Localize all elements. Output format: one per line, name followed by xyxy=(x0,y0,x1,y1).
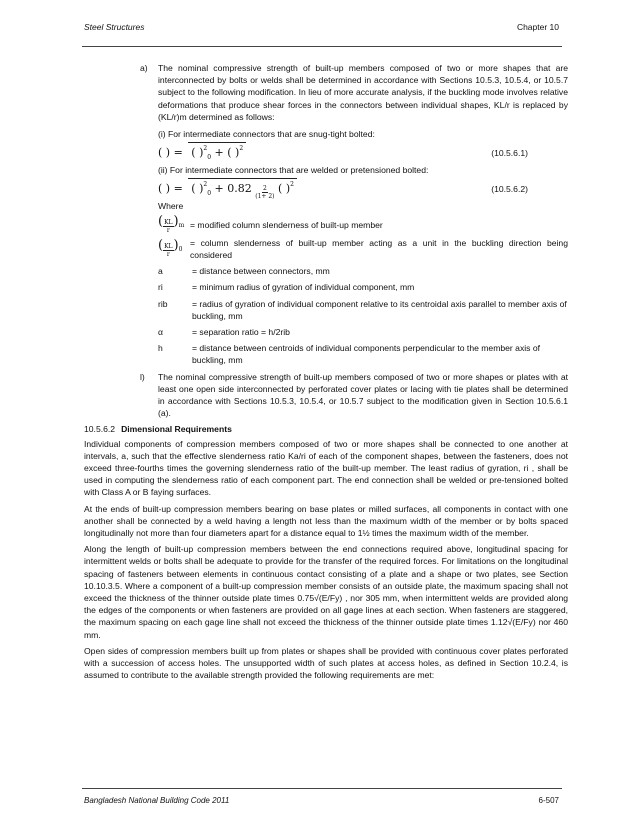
equation-2 xyxy=(158,178,568,200)
definition-0 xyxy=(158,237,568,261)
variable-row: rib = radius of gyration of individual component relative to its centroidal axis parallel to member axis of buckling, mm xyxy=(158,298,567,321)
body-paragraph: At the ends of built-up compression members bearing on base plates or milled surfaces, all components in contact with one another shall be connected by a weld having a length not less than the maximum width of the member or by bolts spaced longitudinally not more than four diameters apart for a distance equal to 1½ times the maximum width of the member. xyxy=(84,503,568,538)
header-title: Steel Structures xyxy=(84,22,145,32)
variable-row: a = distance between connectors, mm xyxy=(158,266,330,277)
list-item-a xyxy=(84,62,568,367)
section-title: Dimensional Requirements xyxy=(121,424,232,435)
equation-1-formula: ( ) = ( )$^2_0$ + ( )$^2$ xyxy=(158,142,246,164)
item-text: The nominal compressive strength of built-up members composed of two or more shapes that are interconnected by bolts or welds shall be determined in accordance with Sections 10.5.3, 10.5.4, or 10.5.7 subject to the following modification. In lieu of more accurate analysis, if the buckling mode involves relative deformations that produce shear forces in the connectors between individual shapes, KL/r is replaced by (KL/r)m determined as follows: xyxy=(158,63,568,122)
case-ii-text: (ii) For intermediate connectors that are welded or pretensioned bolted: xyxy=(158,165,429,176)
variable-row: h = distance between centroids of individual components perpendicular to the member axis of buckling, mm xyxy=(158,343,541,366)
footer-title: Bangladesh National Building Code 2011 xyxy=(84,796,230,805)
section-number: 10.5.6.2 xyxy=(84,424,116,435)
item-text: The nominal compressive strength of built-up members composed of two or more shapes or plates with at least one open side interconnected by perforated cover plates or lacing with tie plates shall be determined in accordance with Sections 10.5.3, 10.5.4, or 10.5.7 subject to the modification given in Section 10.5.6.1 (a). xyxy=(158,371,568,419)
page-body xyxy=(84,62,568,685)
where-label: Where xyxy=(158,201,184,212)
header-chapter: Chapter 10 xyxy=(516,22,559,32)
variable-row: ri = minimum radius of gyration of individual component, mm xyxy=(158,282,415,293)
equation-1-number: (10.5.6.1) xyxy=(491,148,528,159)
equation-2-formula: ( ) = ( )$^2_0$ + 0.82 $\frac{2}{(1+ 2)}$ ( )$^2$ xyxy=(158,178,297,200)
header-rule xyxy=(82,46,562,47)
case-i-text: (i) For intermediate connectors that are snug-tight bolted: xyxy=(158,129,375,140)
body-paragraph: Open sides of compression members built up from plates or shapes shall be provided with continuous cover plates perforated with a succession of access holes. The unsupported width of such plates at access holes, as defined in Section 10.2.4, is assumed to contribute to the available strength provided the following requirements are met: xyxy=(84,645,568,681)
footer-rule xyxy=(82,788,562,789)
section-heading xyxy=(84,423,568,435)
list-label: l) xyxy=(140,371,145,382)
equation-1 xyxy=(158,142,568,164)
equation-2-number: (10.5.6.2) xyxy=(491,184,528,195)
equation-2-denominator: (1+ 2) xyxy=(255,193,275,201)
body-paragraph: Along the length of built-up compression members between the end connections required above, longitudinal spacing for intermittent welds or bolts shall be adequate to provide for the transfer of the required forces. For limitations on the longitudinal spacing of fasteners between elements in continuous contact consisting of a plate and a shape or two plates, see Section 10.10.3.5. Where a component of a built-up compression member consists of an outside plate, the maximum spacing shall not exceed the thickness of the thinner outside plate times 0.75√(E/Fy) , nor 305 mm, when intermittent welds are provided along the edges of the components or when fasteners are provided on all gage lines at each section. When fasteners are staggered, the maximum spacing on each gage line shall not exceed the thickness of the thinner outside plate times 1.12√(E/Fy) nor 460 mm. xyxy=(84,544,568,640)
variable-row: α = separation ratio = h/2rib xyxy=(158,326,290,337)
equation-2-coefficient: + 0.82 xyxy=(214,182,252,196)
list-label: a) xyxy=(140,63,148,73)
body-paragraph: Individual components of compression members composed of two or more shapes shall be connected to one another at intervals, a, such that the effective slenderness ratio Ka/ri of each of the component shapes, between the fasteners, does not exceed three-fourths times the governing slenderness ratio of the built-up member. The least radius of gyration, ri , shall be used in computing the slenderness ratio of each component part. The end connection shall be welded or pre-tensioned bolted with Class A or B faying surfaces. xyxy=(84,438,568,498)
list-item-l xyxy=(84,371,568,420)
symbol-kl-r-m: ( $\frac{KL}{r}$ )$_m$ xyxy=(158,213,185,234)
page-number: 6-507 xyxy=(538,796,559,805)
definition-m-text: = modified column slenderness of built-up member xyxy=(190,219,383,230)
definition-m xyxy=(158,213,568,234)
symbol-kl-r-0: ( $\frac{KL}{r}$ )$_0$ xyxy=(158,237,183,258)
definition-0-text: = column slenderness of built-up member acting as a unit in the buckling direction being considered xyxy=(190,237,568,260)
